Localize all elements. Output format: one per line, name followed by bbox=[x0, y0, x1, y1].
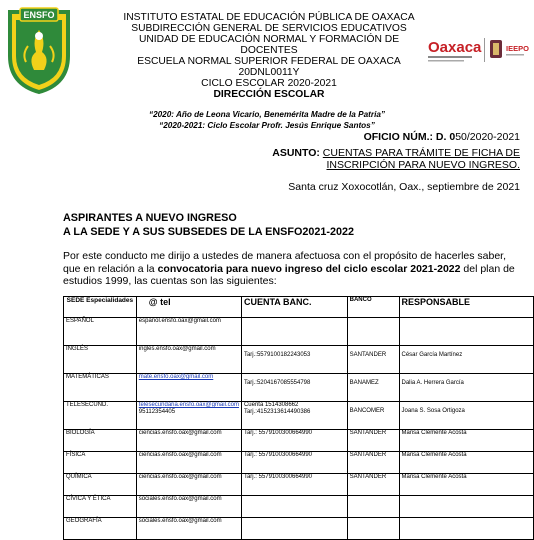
motto-2020-2021: “2020-2021: Ciclo Escolar Profr. Jesús Enrique Santos” bbox=[159, 121, 375, 130]
row-email-link[interactable]: mate.ensfo.oax@gmail.com bbox=[138, 374, 214, 380]
table-row bbox=[64, 402, 534, 430]
motto-2020: “2020: Año de Leona Vicario, Benemérita Madre de la Patria” bbox=[148, 110, 385, 119]
row-email-link[interactable]: telesecundaria.ensfo.oax@gmail.com bbox=[138, 402, 239, 408]
row-responsable bbox=[399, 318, 533, 346]
table-row bbox=[64, 518, 534, 540]
place-date: Santa cruz Xoxocotlán, Oax., septiembre de 2021 bbox=[288, 181, 520, 193]
row-banco: SANTANDER bbox=[347, 346, 399, 374]
accounts-table bbox=[63, 296, 534, 540]
table-row bbox=[64, 374, 534, 402]
row-responsable bbox=[399, 518, 533, 540]
addressee-line-2: A LA SEDE Y A SUS SUBSEDES DE LA ENSFO2021-2022 bbox=[63, 226, 355, 238]
header-line-escuela: ESCUELA NORMAL SUPERIOR FEDERAL DE OAXACA bbox=[137, 56, 401, 67]
asunto bbox=[250, 148, 520, 171]
row-cuenta: Tarj.: 5579100300664990 bbox=[241, 474, 347, 496]
row-responsable: Marisa Clemente Acosta bbox=[399, 452, 533, 474]
header-line-direccion: DIRECCIÓN ESCOLAR bbox=[213, 89, 325, 100]
row-responsable: César García Martínez bbox=[399, 346, 533, 374]
table-header-row bbox=[64, 297, 534, 318]
row-sede: QUÍMICA bbox=[64, 474, 137, 496]
row-email: ciencias.ensfo.oax@gmail.com bbox=[138, 474, 222, 480]
row-banco: BANCOMER bbox=[347, 402, 399, 430]
header-sede: SEDE Especialidades bbox=[64, 297, 137, 318]
row-banco: SANTANDER bbox=[347, 452, 399, 474]
oficio-number bbox=[364, 131, 520, 143]
row-responsable: Marisa Clemente Acosta bbox=[399, 474, 533, 496]
table-row bbox=[64, 474, 534, 496]
row-banco bbox=[347, 318, 399, 346]
header-responsable: RESPONSABLE bbox=[399, 297, 533, 318]
oficio-value: 50/2020-2021 bbox=[455, 131, 520, 143]
row-email: espanol.ensfo.oax@gmail.com bbox=[138, 318, 221, 324]
intro-part-1: Por este conducto me dirijo a ustedes de manera afectuosa con el propósito de hacerles saber, que en relación a la bbox=[63, 250, 507, 275]
header-banco: BANCO bbox=[347, 297, 399, 318]
table-row bbox=[64, 318, 534, 346]
header-line-clave: 20DNL0011Y bbox=[238, 67, 300, 78]
header-line-ciclo: CICLO ESCOLAR 2020-2021 bbox=[201, 78, 337, 89]
row-banco bbox=[347, 496, 399, 518]
row-cuenta bbox=[241, 496, 347, 518]
intro-part-2: del plan de estudios 1999, las cuentas son las siguientes: bbox=[63, 262, 515, 287]
header-block bbox=[110, 12, 428, 100]
row-cuenta bbox=[241, 518, 347, 540]
row-sede: CÍVICA Y ÉTICA bbox=[64, 496, 137, 518]
row-cuenta: Tarj.: 5579100300664990 bbox=[241, 430, 347, 452]
logo-right-badge: IEEPO bbox=[506, 44, 529, 53]
row-sede: MATEMÁTICAS bbox=[64, 374, 137, 402]
table-row bbox=[64, 430, 534, 452]
row-cuenta: Tarj.: 5579100300664990 bbox=[241, 452, 347, 474]
addressee-line-1: ASPIRANTES A NUEVO INGRESO bbox=[63, 212, 237, 224]
row-cuenta: Tarj.:5579100182243053 bbox=[241, 346, 347, 374]
row-email: sociales.ensfo.oax@gmail.com bbox=[138, 496, 222, 502]
row-email: ingles.ensfo.oax@gmail.com bbox=[138, 346, 216, 352]
oficio-label: OFICIO NÚM.: D. 0 bbox=[363, 131, 456, 143]
asunto-label: ASUNTO: bbox=[272, 147, 320, 159]
row-responsable: Joana S. Sosa Ortigoza bbox=[399, 402, 533, 430]
logo-right-label: Oaxaca bbox=[428, 39, 482, 56]
row-banco bbox=[347, 518, 399, 540]
row-cuenta: Tarj.:5204167085554798 bbox=[241, 374, 347, 402]
header-email-tel: @ tel bbox=[136, 297, 241, 318]
oaxaca-ieepo-logo bbox=[428, 34, 529, 66]
row-cuenta: Cuenta 1514308662 bbox=[243, 402, 299, 408]
row-sede: ESPAÑOL bbox=[64, 318, 137, 346]
header-line-subdireccion: SUBDIRECCIÓN GENERAL DE SERVICIOS EDUCATIVOS bbox=[131, 23, 407, 34]
table-row bbox=[64, 346, 534, 374]
row-sede: GEOGRAFÍA bbox=[64, 518, 137, 540]
intro-bold: convocatoria para nuevo ingreso del ciclo escolar 2021-2022 bbox=[157, 262, 461, 275]
header-line-institution: INSTITUTO ESTATAL DE EDUCACIÓN PÚBLICA DE OAXACA bbox=[123, 12, 415, 23]
row-sede: TELESECUND. bbox=[64, 402, 137, 430]
row-banco: SANTANDER bbox=[347, 474, 399, 496]
row-responsable: Dalia A. Herrera García bbox=[399, 374, 533, 402]
row-tel: 95112354405 bbox=[138, 409, 176, 415]
row-sede: INGLÉS bbox=[64, 346, 137, 374]
header-cuenta: CUENTA BANC. bbox=[241, 297, 347, 318]
header-line-unidad: UNIDAD DE EDUCACIÓN NORMAL Y FORMACIÓN DE DOCENTES bbox=[138, 34, 400, 56]
row-responsable: Marisa Clemente Acosta bbox=[399, 430, 533, 452]
intro-paragraph bbox=[63, 250, 523, 288]
row-sede: BIOLOGÍA bbox=[64, 430, 137, 452]
row-responsable bbox=[399, 496, 533, 518]
row-email: sociales.ensfo.oax@gmail.com bbox=[138, 518, 222, 524]
logo-left-label: ENSFO bbox=[23, 10, 55, 20]
row-cuenta bbox=[241, 318, 347, 346]
row-sede: FÍSICA bbox=[64, 452, 137, 474]
row-cuenta-2: Tarj.:4152313614490386 bbox=[243, 409, 311, 415]
ensfo-logo bbox=[6, 6, 72, 94]
row-email: ciencias.ensfo.oax@gmail.com bbox=[138, 452, 222, 458]
table-row bbox=[64, 496, 534, 518]
asunto-text: CUENTAS PARA TRÁMITE DE FICHA DE INSCRIPCIÓN PARA NUEVO INGRESO. bbox=[322, 147, 520, 171]
table-row bbox=[64, 452, 534, 474]
row-banco: SANTANDER bbox=[347, 430, 399, 452]
row-banco: BANAMEZ bbox=[347, 374, 399, 402]
row-email: ciencias.ensfo.oax@gmail.com bbox=[138, 430, 222, 436]
